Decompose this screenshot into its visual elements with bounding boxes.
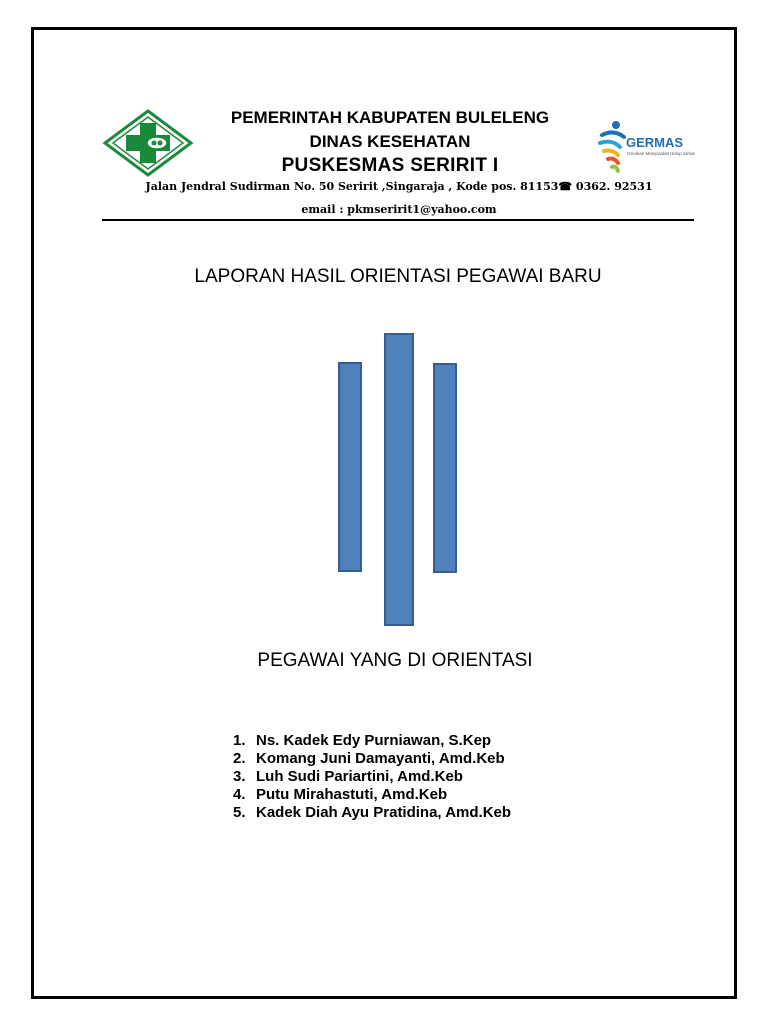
germas-logo [596,117,695,177]
list-number: 5. [233,804,246,821]
list-number: 2. [233,750,246,767]
list-item [233,804,511,822]
list-number: 1. [233,732,246,749]
employee-name: Kadek Diah Ayu Pratidina, Amd.Keb [256,804,512,821]
header-divider [102,219,694,221]
employee-name: Luh Sudi Pariartini, Amd.Keb [256,768,463,785]
decorative-bar-right [433,363,457,573]
decorative-bar-left [338,362,362,572]
employee-list [233,732,511,822]
email: email : pkmseririt1@yahoo.com [301,203,497,216]
employee-name: Komang Juni Damayanti, Amd.Keb [256,750,505,767]
germas-tagline: Gerakan Masyarakat Hidup Sehat [627,151,695,156]
list-item [233,732,511,750]
report-title: LAPORAN HASIL ORIENTASI PEGAWAI BARU [194,266,602,287]
list-item [233,750,511,768]
list-item [233,768,511,786]
list-item [233,786,511,804]
list-number: 4. [233,786,246,803]
unit-name: PUSKESMAS SERIRIT I [281,155,499,176]
department-name: DINAS KESEHATAN [309,132,471,151]
germas-wordmark: GERMAS [626,135,684,150]
government-name: PEMERINTAH KABUPATEN BULELENG [230,108,550,127]
employee-name: Putu Mirahastuti, Amd.Keb [256,786,448,803]
decorative-bar-center [384,333,414,626]
list-number: 3. [233,768,246,785]
puskesmas-cross-logo [103,109,193,177]
section-title: PEGAWAI YANG DI ORIENTASI [257,650,533,671]
address: Jalan Jendral Sudirman No. 50 Seririt ,Singaraja , Kode pos. 81153☎ 0362. 92531 [145,180,653,193]
employee-name: Ns. Kadek Edy Purniawan, S.Kep [256,732,492,749]
